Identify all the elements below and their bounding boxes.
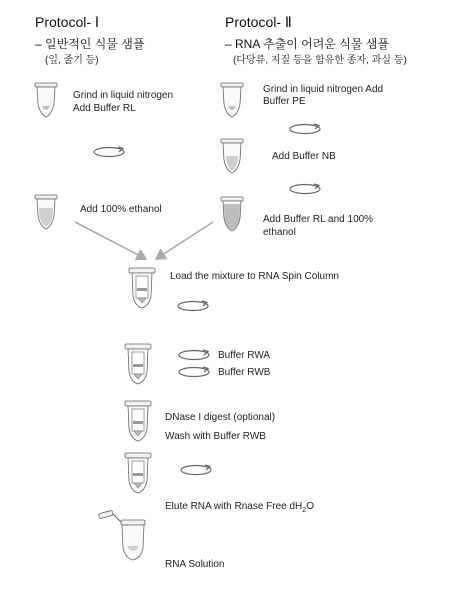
step-load-column: Load the mixture to RNA Spin Column — [170, 271, 339, 282]
spin-column-icon — [125, 453, 151, 493]
spin-column-icon — [129, 268, 155, 308]
p1-step-grind: Grind in liquid nitrogen — [73, 90, 174, 101]
protocol-1-subtitle: – 일반적인 식물 샘플 — [35, 37, 145, 51]
protocol-1-note: (잎, 줄기 등) — [45, 55, 99, 66]
spin-icon — [179, 367, 209, 377]
p1-step-buffer-rl: Add Buffer RL — [73, 103, 136, 114]
step-elute-suffix: O — [306, 501, 314, 512]
spin-icon — [290, 124, 320, 134]
step-buffer-rwa: Buffer RWA — [218, 350, 271, 361]
tube-icon — [221, 197, 243, 231]
protocol-1-title: Protocol- Ⅰ — [35, 14, 100, 30]
arrow-icon — [156, 222, 213, 259]
spin-icon — [181, 465, 211, 475]
tube-icon — [35, 195, 57, 229]
spin-column-icon — [125, 401, 151, 441]
arrow-icon — [75, 222, 146, 259]
step-wash: Wash with Buffer RWB — [165, 431, 266, 442]
tube-icon — [221, 139, 243, 173]
p2-step-buffer-pe: Buffer PE — [263, 96, 306, 107]
protocol-2-subtitle: – RNA 추출이 어려운 식물 샘플 — [225, 37, 389, 51]
p1-step-ethanol: Add 100% ethanol — [80, 204, 162, 215]
collection-tube-icon — [98, 510, 145, 560]
spin-icon — [179, 350, 209, 360]
p2-step-ethanol: ethanol — [263, 227, 296, 238]
spin-icon — [94, 147, 124, 157]
p2-step-buffer-rl-ethanol: Add Buffer RL and 100% — [263, 214, 374, 225]
spin-icon — [178, 301, 208, 311]
spin-column-icon — [125, 344, 151, 384]
tube-icon — [221, 83, 243, 117]
spin-icon — [290, 184, 320, 194]
protocol-2-title: Protocol- Ⅱ — [225, 14, 292, 30]
protocol-2-note: (다당류, 지질 등을 함유한 종자, 과실 등) — [233, 55, 407, 66]
p2-step-grind: Grind in liquid nitrogen Add — [263, 84, 384, 95]
step-elute-text: Elute RNA with Rnase Free dH — [165, 501, 303, 512]
step-buffer-rwb: Buffer RWB — [218, 367, 271, 378]
step-dnase: DNase I digest (optional) — [165, 412, 276, 423]
step-rna-solution: RNA Solution — [165, 559, 225, 570]
step-elute-subscript: 2 — [302, 507, 307, 514]
tube-icon — [35, 83, 57, 117]
p2-step-buffer-nb: Add Buffer NB — [272, 151, 336, 162]
